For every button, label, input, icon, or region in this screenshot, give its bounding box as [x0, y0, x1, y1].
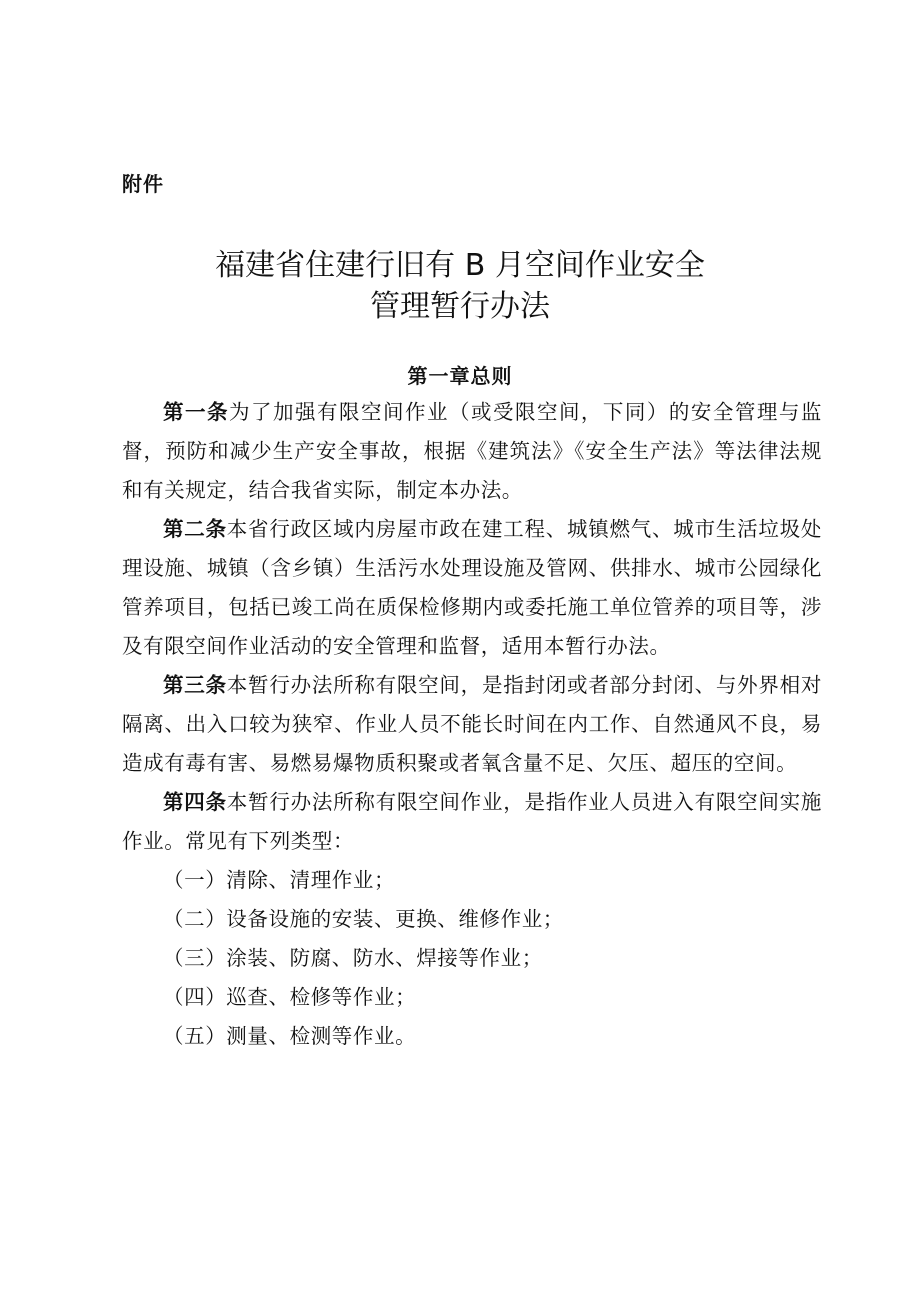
attachment-label: 附件: [122, 172, 164, 196]
article-text: 本暂行办法所称有限空间作业，是指作业人员进入有限空间实施作业。常见有下列类型：: [122, 790, 822, 853]
article-2: [122, 510, 822, 666]
list-item: （一）清除、清理作业；: [163, 868, 396, 892]
article-label: 第四条: [163, 790, 227, 814]
chapter-heading: 第一章总则: [407, 364, 513, 388]
list-item: （三）涂装、防腐、防水、焊接等作业；: [163, 946, 543, 970]
article-label: 第二条: [163, 517, 227, 541]
document-title-line-2: 管理暂行办法: [370, 289, 550, 324]
list-item: （四）巡查、检修等作业；: [163, 985, 417, 1009]
article-3: [122, 666, 822, 783]
article-text: 为了加强有限空间作业（或受限空间，下同）的安全管理与监督，预防和减少生产安全事故，根据《建筑法》《安全生产法》等法律法规和有关规定，结合我省实际，制定本办法。: [122, 400, 822, 502]
document-body: [122, 393, 822, 1056]
document-title-line-1: 福建省住建行旧有 B 月空间作业安全: [215, 248, 705, 283]
article-label: 第三条: [163, 673, 227, 697]
article-text: 本暂行办法所称有限空间，是指封闭或者部分封闭、与外界相对隔离、出入口较为狭窄、作业人员不能长时间在内工作、自然通风不良，易造成有毒有害、易燃易爆物质积聚或者氧含量不足、欠压、超压的空间。: [122, 673, 822, 775]
article-1: [122, 393, 822, 510]
list-item: （五）测量、检测等作业。: [163, 1024, 417, 1048]
list-item: （二）设备设施的安装、更换、维修作业；: [163, 907, 564, 931]
article-label: 第一条: [163, 400, 229, 424]
article-4: [122, 783, 822, 861]
article-text: 本省行政区域内房屋市政在建工程、城镇燃气、城市生活垃圾处理设施、城镇（含乡镇）生活污水处理设施及管网、供排水、城市公园绿化管养项目，包括已竣工尚在质保检修期内或委托施工单位管养的项目等，涉及有限空间作业活动的安全管理和监督，适用本暂行办法。: [122, 517, 822, 658]
